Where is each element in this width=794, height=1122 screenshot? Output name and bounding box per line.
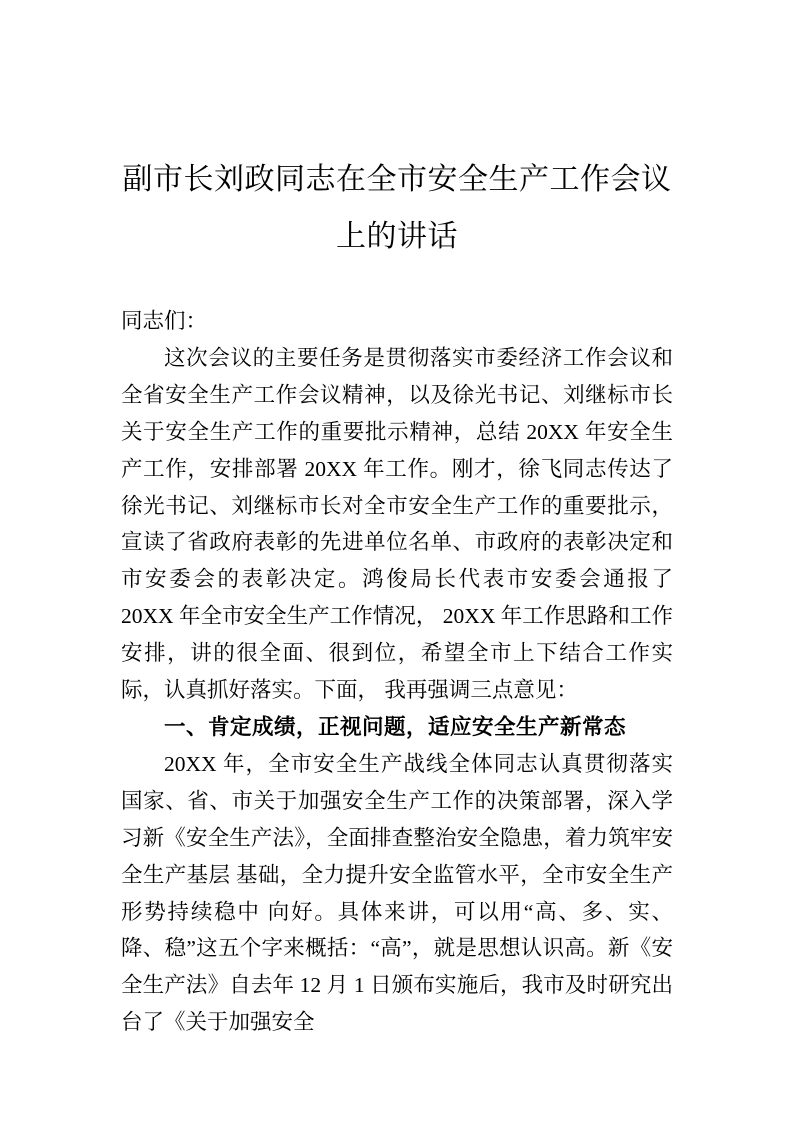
document-body [121, 303, 673, 1041]
document-content [121, 151, 673, 1041]
section-heading-1: 一、肯定成绩，正视问题，适应安全生产新常态 [164, 714, 627, 739]
paragraph-intro: 这次会议的主要任务是贯彻落实市委经济工作会议和全省安全生产工作会议精神，以及徐光书记、刘继标市长关于安全生产工作的重要批示精神，总结 20XX 年安全生产工作，安排部署 20XX 年工作。刚才，徐飞同志传达了徐光书记、刘继标市长对全市安全生产工作的重要批示，宣读了省政府表彰的先进单位名单、市政府的表彰决定和市安委会的表彰决定。鸿俊局长代表市安委会通报了 20XX 年全市安全生产工作情况， 20XX 年工作思路和工作安排，讲的很全面、很到位，希望全市上下结合工作实际，认真抓好落实。下面， 我再强调三点意见： [121, 345, 673, 703]
paragraph-section-1-body: 20XX 年，全市安全生产战线全体同志认真贯彻落实国家、省、市关于加强安全生产工作的决策部署，深入学习新《安全生产法》，全面排查整治安全隐患，着力筑牢安全生产基层 基础，全力提升安全监管水平，全市安全生产形势持续稳中 向好。具体来讲，可以用“高、多、实、降、稳”这五个字来概括：“高”，就是思想认识高。新《安全生产法》自去年 12 月 1 日颁布实施后，我市及时研究出台了《关于加强安全 [121, 751, 673, 1035]
document-title-line-2: 上的讲话 [336, 220, 458, 253]
salutation: 同志们： [121, 309, 208, 333]
document-title [121, 151, 673, 265]
document-title-line-1: 副市长刘政同志在全市安全生产工作会议 [122, 163, 672, 196]
